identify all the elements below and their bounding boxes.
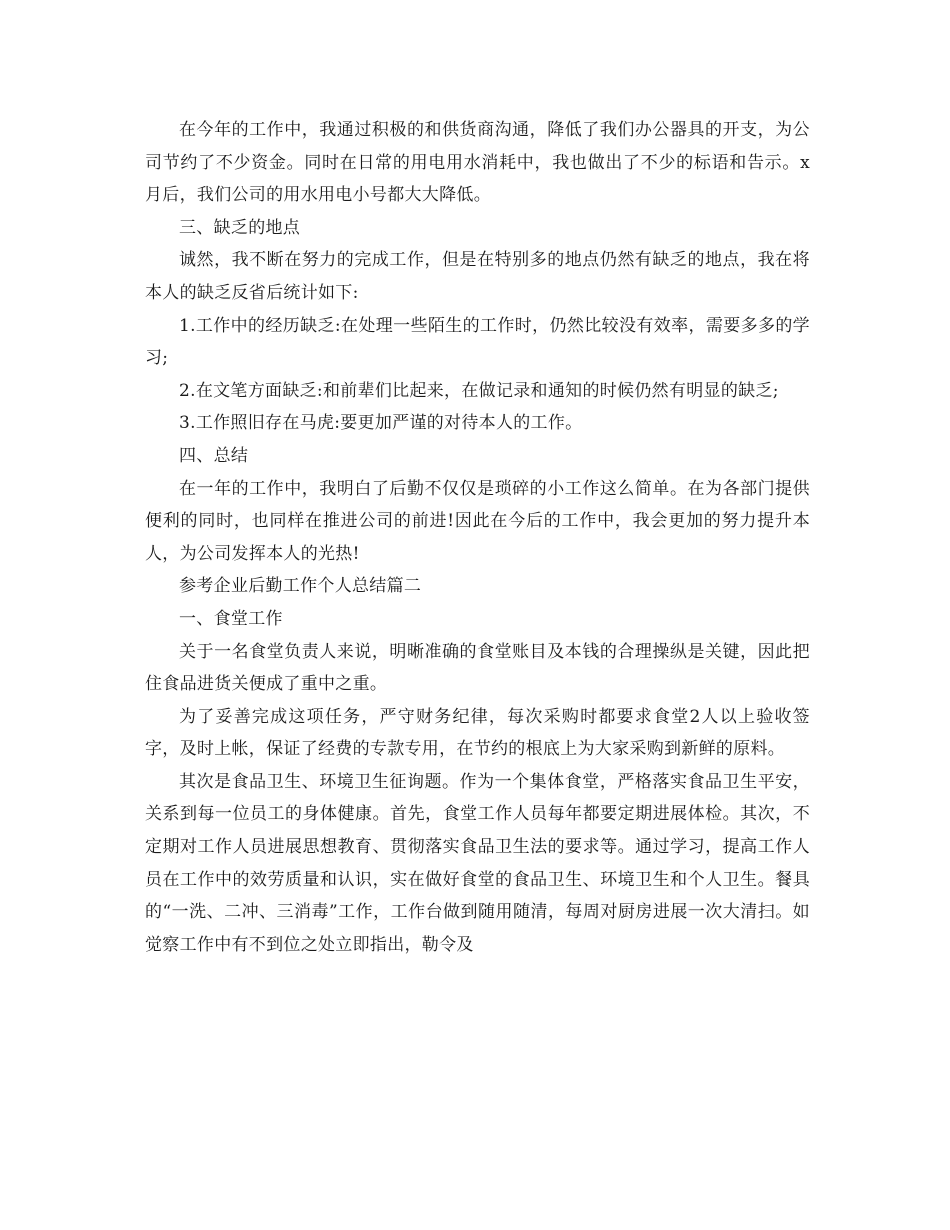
paragraph-shortcomings: 诚然，我不断在努力的完成工作，但是在特别多的地点仍然有缺乏的地点，我在将本人的缺乏反省后统计如下: — [145, 250, 810, 303]
section-heading-summary: 四、总结 — [179, 445, 249, 466]
section-heading-shortcomings: 三、缺乏的地点 — [179, 217, 301, 238]
paragraph-summary: 在一年的工作中，我明白了后勤不仅仅是琐碎的小工作这么简单。在为各部门提供便利的同时，也同样在推进公司的前进!因此在今后的工作中，我会更加的努力提升本人，为公司发挥本人的光热! — [145, 478, 810, 564]
paragraph-canteen-hygiene: 其次是食品卫生、环境卫生征询题。作为一个集体食堂，严格落实食品卫生平安，关系到每一位员工的身体健康。首先，食堂工作人员每年都要定期进展体检。其次，不定期对工作人员进展思想教育、贯彻落实食品卫生法的要求等。通过学习，提高工作人员在工作中的效劳质量和认识，实在做好食堂的食品卫生、环境卫生和个人卫生。餐具的“一洗、二冲、三消毒”工作，工作台做到随用随清，每周对厨房进展一次大清扫。如觉察工作中有不到位之处立即指出，勒令及 — [145, 771, 810, 955]
paragraph-canteen-procurement: 为了妥善完成这项任务，严守财务纪律，每次采购时都要求食堂2人以上验收签字，及时上帐，保证了经费的专款专用，在节约的根底上为大家采购到新鲜的原料。 — [145, 706, 810, 760]
section-heading-canteen: 一、食堂工作 — [179, 608, 283, 629]
paragraph-intro: 在今年的工作中，我通过积极的和供货商沟通，降低了我们办公器具的开支，为公司节约了不少资金。同时在日常的用电用水消耗中，我也做出了不少的标语和告示。x月后，我们公司的用水用电小号都大大降低。 — [145, 120, 810, 206]
list-item-3: 3.工作照旧存在马虎:要更加严谨的对待本人的工作。 — [179, 413, 583, 434]
article-title-part-two: 参考企业后勤工作个人总结篇二 — [179, 576, 422, 597]
list-item-2: 2.在文笔方面缺乏:和前辈们比起来，在做记录和通知的时候仍然有明显的缺乏; — [179, 380, 779, 401]
list-item-1: 1.工作中的经历缺乏:在处理一些陌生的工作时，仍然比较没有效率，需要多多的学习; — [145, 315, 810, 369]
paragraph-canteen-accounts: 关于一名食堂负责人来说，明晰准确的食堂账目及本钱的合理操纵是关键，因此把住食品进货关便成了重中之重。 — [145, 641, 810, 695]
document-body — [145, 114, 810, 961]
